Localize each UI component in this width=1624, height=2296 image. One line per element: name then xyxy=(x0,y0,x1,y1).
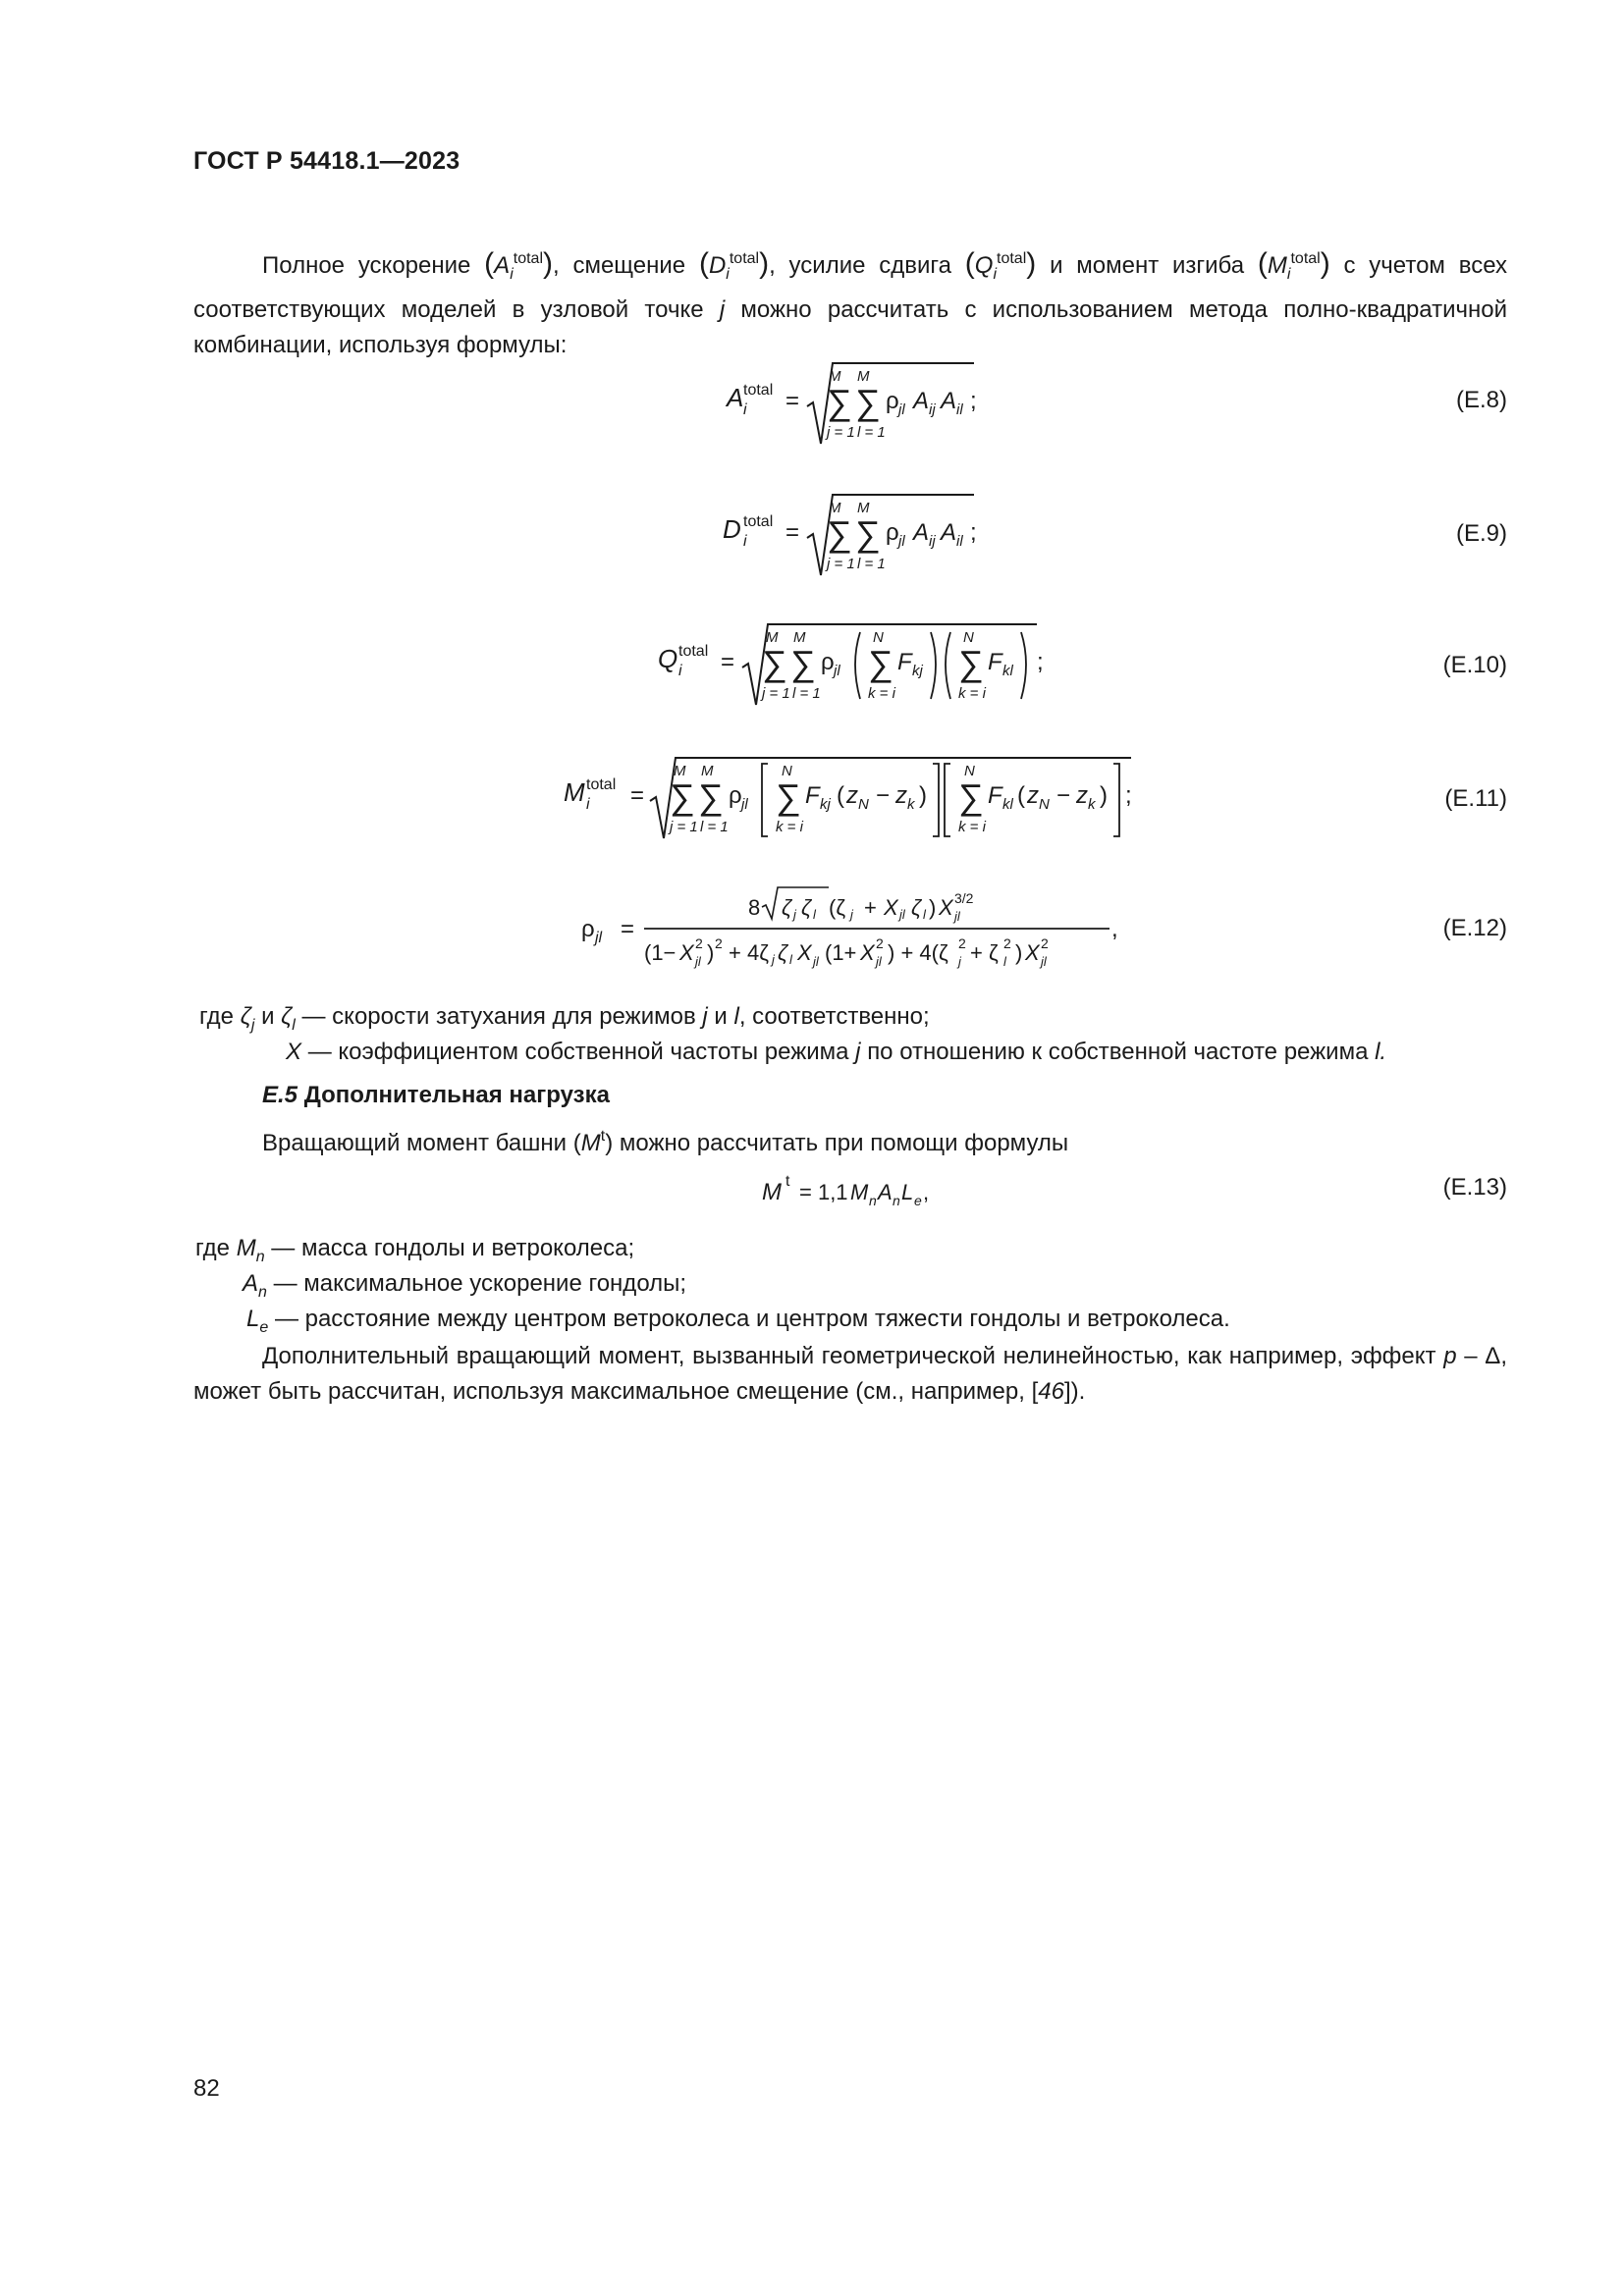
svg-text:N: N xyxy=(964,763,975,779)
equation-e12 xyxy=(579,880,1129,982)
svg-text:;: ; xyxy=(1037,649,1044,675)
svg-text:) + 4(ζ: ) + 4(ζ xyxy=(888,940,948,965)
svg-text:k = i: k = i xyxy=(958,685,986,702)
svg-text:∑: ∑ xyxy=(698,776,724,817)
svg-text:A: A xyxy=(941,388,957,414)
svg-text:n: n xyxy=(869,1193,877,1208)
svg-text:2: 2 xyxy=(1003,935,1011,951)
closing-paragraph: Дополнительный вращающий момент, вызванный геометрической нелинейностью, как например, эффект p – Δ, может быть рассчитан, используя максимальное смещение (см., например, [46]). xyxy=(193,1343,1508,1405)
svg-text:i: i xyxy=(743,401,747,418)
svg-text:X: X xyxy=(679,940,694,965)
svg-text:j = 1: j = 1 xyxy=(762,685,790,702)
svg-text:l = 1: l = 1 xyxy=(792,685,821,702)
svg-text:X: X xyxy=(797,940,812,965)
svg-text:∑: ∑ xyxy=(855,513,881,554)
svg-text:L: L xyxy=(901,1180,914,1204)
svg-text:∑: ∑ xyxy=(827,382,852,422)
equation-number-e8: (E.8) xyxy=(1455,387,1507,413)
svg-text:(ζ: (ζ xyxy=(829,895,846,920)
svg-text:l: l xyxy=(789,952,792,967)
svg-text:j: j xyxy=(793,907,796,922)
svg-text:;: ; xyxy=(970,519,977,546)
svg-text:;: ; xyxy=(970,388,977,414)
svg-text:=: = xyxy=(785,388,800,414)
svg-text:il: il xyxy=(956,401,963,418)
svg-text:∑: ∑ xyxy=(762,643,787,683)
svg-text:j: j xyxy=(772,952,775,967)
svg-text:X: X xyxy=(939,895,953,920)
svg-text:M: M xyxy=(793,629,806,646)
svg-text:i: i xyxy=(586,796,590,813)
svg-text:jl: jl xyxy=(898,533,905,550)
svg-text:jl: jl xyxy=(898,401,905,418)
svg-text:jl: jl xyxy=(834,663,840,679)
svg-text:total: total xyxy=(743,513,774,530)
svg-text:t: t xyxy=(785,1173,790,1190)
definitions-nacelle xyxy=(193,1235,1507,1343)
svg-text:ζ: ζ xyxy=(801,895,812,920)
svg-text:=: = xyxy=(630,782,645,809)
definition-mn: где $M_n$ — масса гондолы и ветроколеса; xyxy=(195,1235,635,1265)
svg-text:=: = xyxy=(621,916,635,942)
svg-text:∑: ∑ xyxy=(790,643,816,683)
svg-text:j = 1: j = 1 xyxy=(827,424,855,441)
svg-text:jl: jl xyxy=(741,796,748,813)
svg-text:M: M xyxy=(857,500,870,516)
svg-text:): ) xyxy=(1100,782,1108,809)
svg-text:(1+: (1+ xyxy=(825,940,857,965)
intro-paragraph: Полное ускорение $(A_i^{total})$, смещение $(D_i^{total})$, усилие сдвига $(Q_i^{total})$ и момент изгиба $(M_i^{total})$ с учетом всех соответствующих моделей в узловой точке j можно рассчитать с использованием метода полно-квадратичной комбинации, используя формулы: xyxy=(193,247,1508,358)
svg-text:M: M xyxy=(850,1180,869,1204)
svg-text:l: l xyxy=(813,907,816,922)
svg-text:k = i: k = i xyxy=(776,819,803,835)
svg-text:kj: kj xyxy=(820,796,831,813)
svg-text:F: F xyxy=(897,649,912,675)
svg-text:M: M xyxy=(766,629,779,646)
svg-text:;: ; xyxy=(1125,782,1132,809)
svg-text:M: M xyxy=(701,763,714,779)
definition-an: $A_n$ — максимальное ускорение гондолы; xyxy=(243,1270,687,1301)
svg-text:jl: jl xyxy=(954,909,960,924)
svg-text:A: A xyxy=(913,388,930,414)
equation-number-e10: (E.10) xyxy=(1442,652,1507,678)
svg-text:Q: Q xyxy=(658,644,678,673)
svg-text:j = 1: j = 1 xyxy=(827,556,855,572)
svg-text:N: N xyxy=(1039,796,1050,813)
svg-text:kj: kj xyxy=(912,663,923,679)
svg-text:jl: jl xyxy=(695,954,701,969)
svg-text:l: l xyxy=(1003,954,1006,969)
svg-text:∑: ∑ xyxy=(827,513,852,554)
svg-text:2: 2 xyxy=(695,935,703,951)
svg-text:e: e xyxy=(914,1193,922,1208)
svg-text:N: N xyxy=(858,796,869,813)
svg-text:+: + xyxy=(864,895,877,920)
svg-text:N: N xyxy=(782,763,792,779)
svg-text:j: j xyxy=(850,907,853,922)
section-heading-e5: E.5 Дополнительная нагрузка xyxy=(262,1082,610,1108)
svg-text:k = i: k = i xyxy=(958,819,986,835)
svg-text:ρ: ρ xyxy=(581,916,595,942)
svg-text:F: F xyxy=(988,782,1002,809)
svg-text:z: z xyxy=(1076,782,1088,809)
svg-text:M: M xyxy=(857,368,870,385)
svg-text:= 1,1: = 1,1 xyxy=(799,1180,848,1204)
svg-text:z: z xyxy=(895,782,907,809)
svg-text:ζ: ζ xyxy=(782,895,792,920)
svg-text:−: − xyxy=(876,782,891,809)
svg-text:A: A xyxy=(913,519,930,546)
svg-text:=: = xyxy=(785,519,800,546)
svg-text:∑: ∑ xyxy=(776,776,801,817)
svg-text:l = 1: l = 1 xyxy=(857,424,886,441)
svg-text:M: M xyxy=(564,777,585,807)
svg-text:k: k xyxy=(907,796,915,813)
svg-text:M: M xyxy=(762,1179,782,1205)
svg-text:total: total xyxy=(743,382,774,399)
page-number: 82 xyxy=(193,2075,220,2102)
svg-text:jl: jl xyxy=(1041,954,1047,969)
svg-text:2: 2 xyxy=(1041,935,1049,951)
svg-text:M: M xyxy=(829,368,841,385)
svg-text:l = 1: l = 1 xyxy=(700,819,729,835)
svg-text:ζ: ζ xyxy=(778,940,788,965)
svg-text:jl: jl xyxy=(813,954,819,969)
svg-text:jl: jl xyxy=(899,907,905,922)
svg-text:8: 8 xyxy=(748,895,761,920)
svg-text:F: F xyxy=(988,649,1002,675)
svg-text:ρ: ρ xyxy=(886,388,899,414)
svg-text:X: X xyxy=(884,895,898,920)
svg-text:n: n xyxy=(893,1193,900,1208)
svg-text:il: il xyxy=(956,533,963,550)
svg-text:M: M xyxy=(829,500,841,516)
equation-e9 xyxy=(717,489,1011,587)
svg-text:∑: ∑ xyxy=(868,643,893,683)
svg-text:(: ( xyxy=(837,782,844,809)
svg-text:3/2: 3/2 xyxy=(954,890,974,906)
svg-text:∑: ∑ xyxy=(670,776,695,817)
svg-text:kl: kl xyxy=(1002,796,1013,813)
equation-e11 xyxy=(560,752,1149,850)
svg-text:ζ: ζ xyxy=(911,895,922,920)
svg-text:+ 4ζ: + 4ζ xyxy=(729,940,769,965)
svg-text:jl: jl xyxy=(876,954,882,969)
svg-text:): ) xyxy=(929,895,937,920)
svg-text:2: 2 xyxy=(876,935,884,951)
svg-text:∑: ∑ xyxy=(855,382,881,422)
svg-text:−: − xyxy=(1056,782,1071,809)
svg-text:A: A xyxy=(727,383,744,412)
svg-text:2: 2 xyxy=(715,935,723,951)
svg-text:kl: kl xyxy=(1002,663,1013,679)
svg-text:z: z xyxy=(846,782,858,809)
svg-text:N: N xyxy=(873,629,884,646)
section-paragraph: Вращающий момент башни $(M^t)$ можно рассчитать при помощи формулы xyxy=(262,1128,1069,1156)
svg-text:A: A xyxy=(941,519,957,546)
svg-text:M: M xyxy=(674,763,686,779)
equation-e13 xyxy=(760,1168,956,1217)
svg-text:∑: ∑ xyxy=(958,776,984,817)
svg-text:j = 1: j = 1 xyxy=(670,819,698,835)
document-code: ГОСТ Р 54418.1—2023 xyxy=(193,147,460,175)
svg-text:l: l xyxy=(923,907,926,922)
paren-A-total: ( xyxy=(484,247,495,280)
svg-text:jl: jl xyxy=(595,930,603,946)
svg-text:): ) xyxy=(919,782,927,809)
svg-text:F: F xyxy=(805,782,820,809)
svg-text:2: 2 xyxy=(958,935,966,951)
svg-text:N: N xyxy=(963,629,974,646)
svg-text:): ) xyxy=(1015,940,1023,965)
equation-e8 xyxy=(717,357,1011,455)
svg-text:X: X xyxy=(860,940,875,965)
svg-text:ij: ij xyxy=(929,533,936,550)
svg-text:k: k xyxy=(1088,796,1096,813)
equation-number-e12: (E.12) xyxy=(1442,915,1507,941)
svg-text:i: i xyxy=(743,533,747,550)
svg-text:total: total xyxy=(678,643,709,660)
svg-text:A: A xyxy=(878,1180,893,1204)
definition-zeta: где $\zeta_j$ и $\zeta_l$ — скорости затухания для режимов j и l, соответственно; xyxy=(199,1003,930,1034)
svg-text:l = 1: l = 1 xyxy=(857,556,886,572)
svg-text:k = i: k = i xyxy=(868,685,895,702)
svg-text:+ ζ: + ζ xyxy=(970,940,999,965)
svg-text:X: X xyxy=(1025,940,1040,965)
definition-x: X — коэффициентом собственной частоты режима j по отношению к собственной частоте режима l. xyxy=(286,1039,1387,1065)
svg-text:): ) xyxy=(707,940,715,965)
svg-text:ρ: ρ xyxy=(886,519,899,546)
equation-number-e11: (E.11) xyxy=(1444,785,1507,812)
svg-text:i: i xyxy=(678,663,682,679)
definition-le: $L_e$ — расстояние между центром ветроколеса и центром тяжести гондолы и ветроколеса. xyxy=(246,1306,1230,1336)
svg-text:total: total xyxy=(586,776,617,793)
svg-text:z: z xyxy=(1027,782,1039,809)
svg-text:,: , xyxy=(923,1180,930,1204)
equation-e10 xyxy=(652,618,1064,717)
svg-text:ρ: ρ xyxy=(821,649,835,675)
svg-text:(1−: (1− xyxy=(644,940,677,965)
svg-text:ij: ij xyxy=(929,401,936,418)
svg-text:D: D xyxy=(723,514,741,544)
svg-text:j: j xyxy=(958,954,961,969)
svg-text:,: , xyxy=(1111,916,1118,942)
equation-number-e9: (E.9) xyxy=(1455,520,1507,547)
equation-number-e13: (E.13) xyxy=(1442,1174,1507,1201)
svg-text:=: = xyxy=(721,649,735,675)
svg-text:(: ( xyxy=(1017,782,1025,809)
definitions-damping xyxy=(193,1003,1507,1082)
svg-text:∑: ∑ xyxy=(958,643,984,683)
svg-text:ρ: ρ xyxy=(729,782,742,809)
